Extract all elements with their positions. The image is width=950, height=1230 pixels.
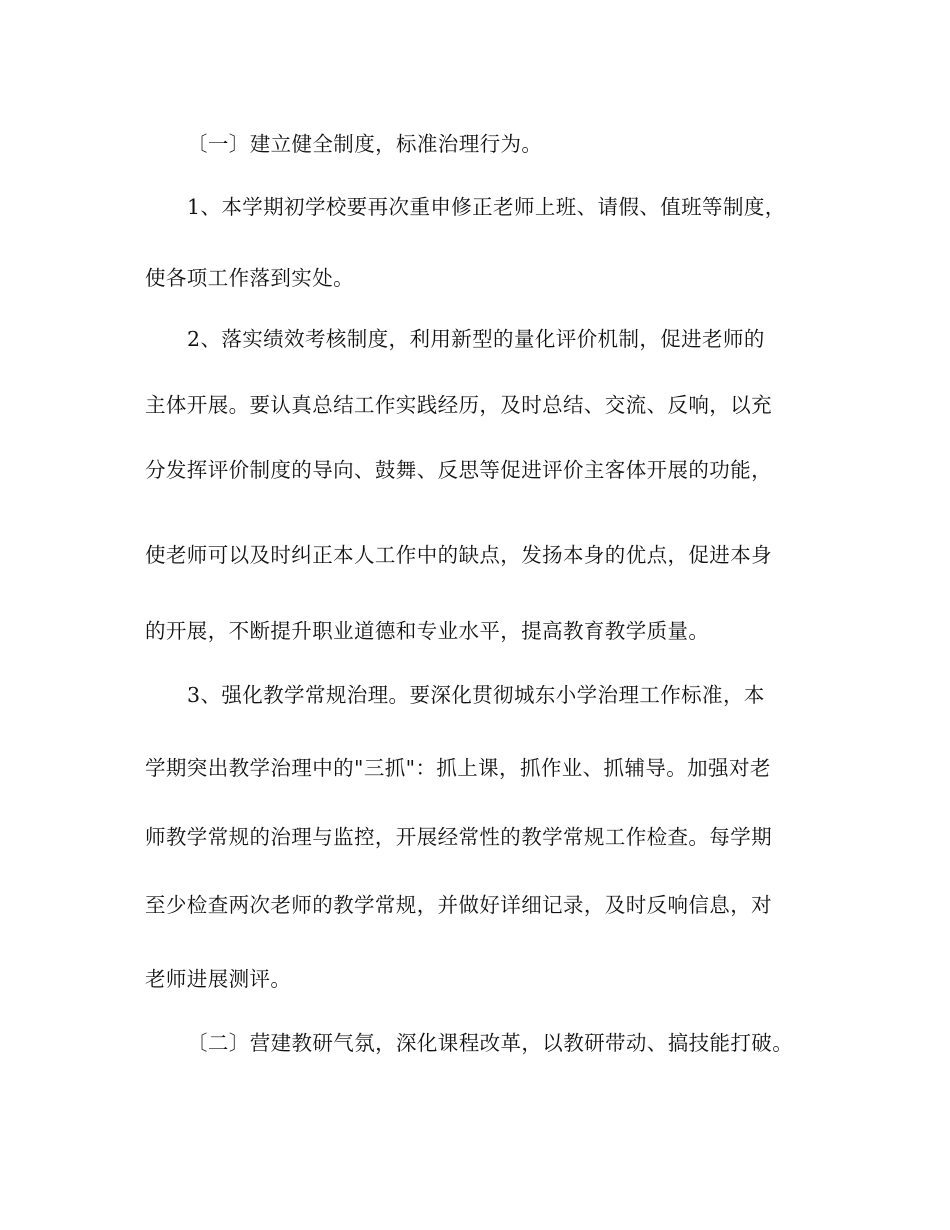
paragraph-2-line-5: 的开展，不断提升职业道德和专业水平，提高教育教学质量。 [145, 619, 710, 643]
paragraph-1-line-1: 1、本学期初学校要再次重申修正老师上班、请假、值班等制度， [187, 195, 786, 219]
paragraph-3-line-3: 师教学常规的治理与监控，开展经常性的教学常规工作检查。每学期 [145, 825, 772, 849]
paragraph-2-line-4: 使老师可以及时纠正本人工作中的缺点，发扬本身的优点，促进本身 [145, 543, 772, 567]
paragraph-3-line-1: 3、强化教学常规治理。要深化贯彻城东小学治理工作标准，本 [187, 683, 765, 707]
paragraph-2-line-1: 2、落实绩效考核制度，利用新型的量化评价机制，促进老师的 [187, 327, 765, 351]
paragraph-2-line-3: 分发挥评价制度的导向、鼓舞、反思等促进评价主客体开展的功能， [145, 458, 772, 482]
paragraph-2-line-2: 主体开展。要认真总结工作实践经历，及时总结、交流、反响，以充 [145, 393, 772, 417]
paragraph-3-line-5: 老师进展测评。 [145, 967, 292, 991]
paragraph-3-line-4: 至少检查两次老师的教学常规，并做好详细记录，及时反响信息，对 [145, 893, 772, 917]
section-heading-2: 〔二〕营建教研气氛，深化课程改革，以教研带动、搞技能打破。 [187, 1031, 794, 1055]
section-heading-1: 〔一〕建立健全制度，标准治理行为。 [187, 132, 543, 156]
paragraph-3-line-2: 学期突出教学治理中的"三抓"：抓上课，抓作业、抓辅导。加强对老 [145, 756, 771, 780]
paragraph-1-line-2: 使各项工作落到实处。 [145, 266, 354, 290]
